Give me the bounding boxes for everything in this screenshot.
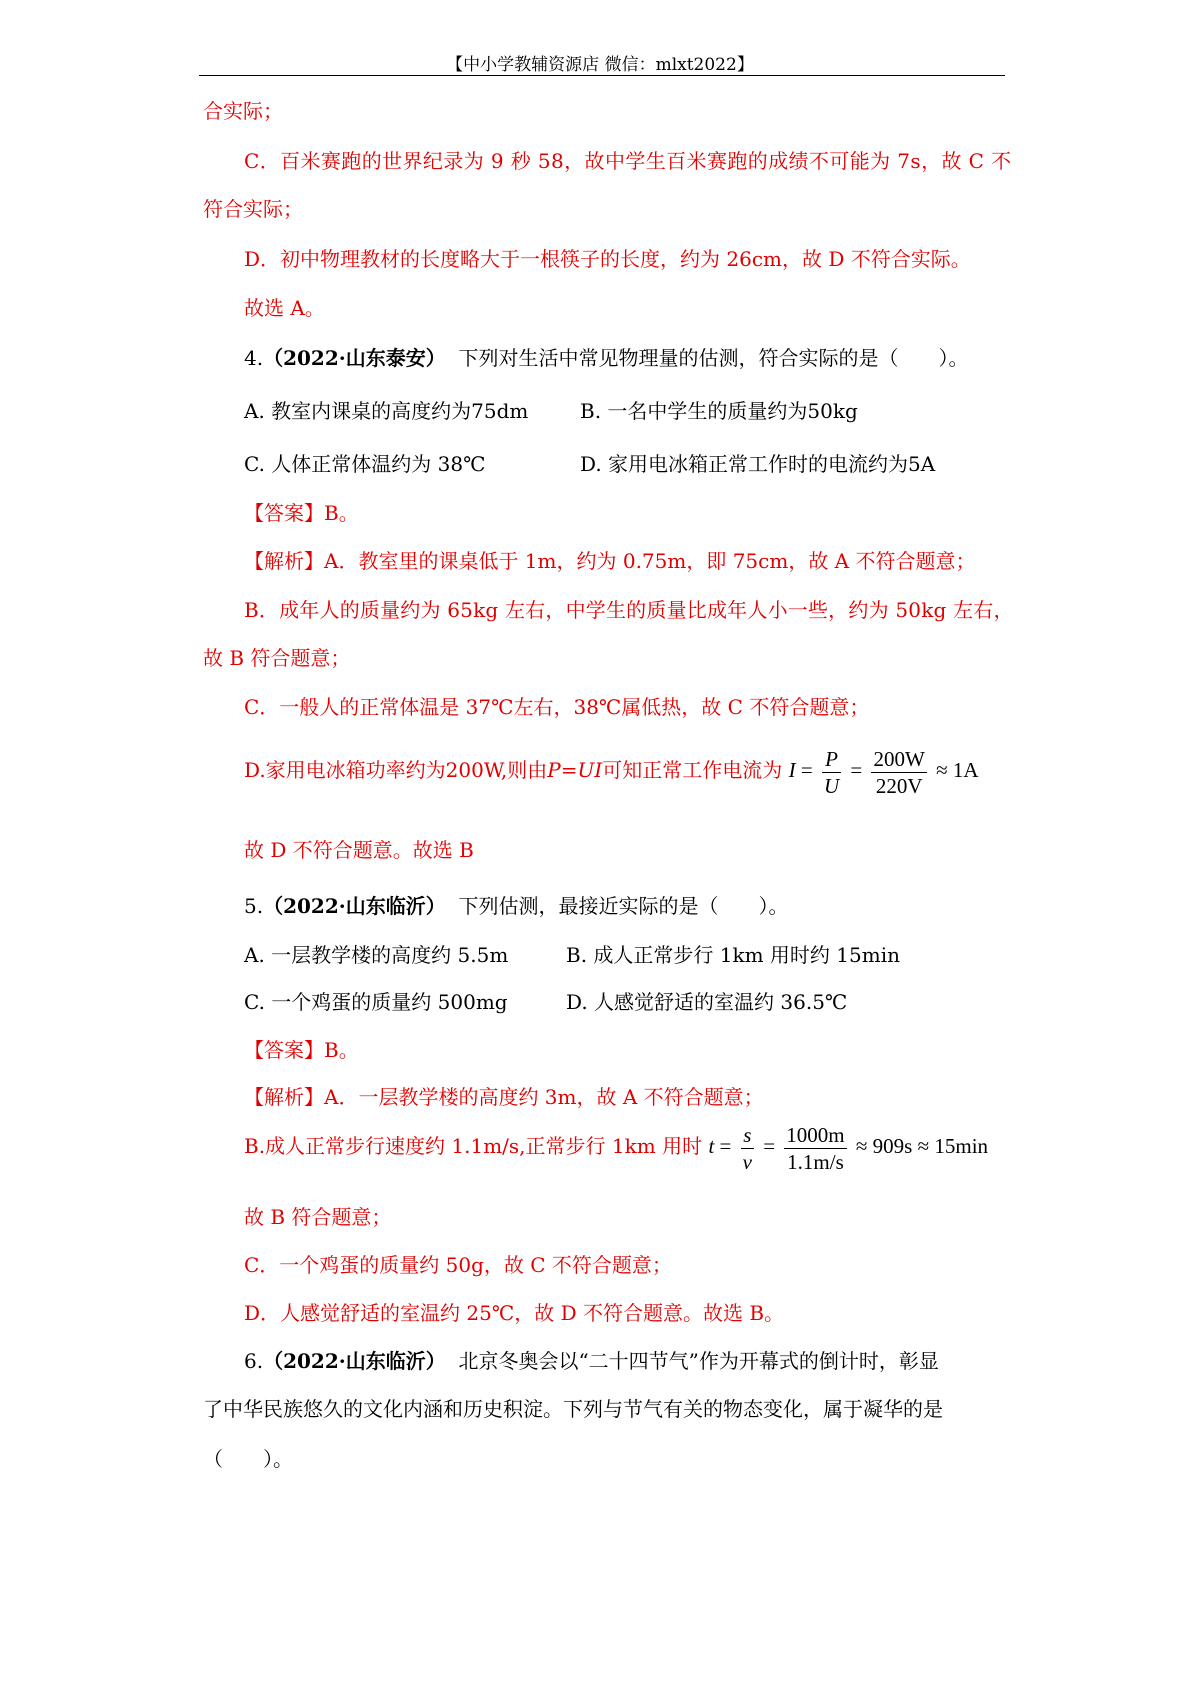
- page-header: 【中小学教辅资源店 微信：mlxt2022】: [446, 55, 754, 75]
- formula-text: 可知正常工作电流为: [602, 758, 783, 782]
- analysis-formula-line: [244, 740, 979, 800]
- option-b: B. 成人正常步行 1km 用时约 15min: [566, 943, 900, 967]
- question-4-stem: [244, 345, 968, 371]
- eq-symbol: =: [719, 1134, 732, 1158]
- denominator: v: [742, 1149, 752, 1174]
- eq-result: ≈ 1A: [936, 758, 979, 782]
- analysis-line: 【解析】A．教室里的课桌低于 1m，约为 0.75m，即 75cm，故 A 不符合题意；: [244, 549, 976, 573]
- option-c: C. 人体正常体温约为 38℃: [244, 452, 486, 476]
- analysis-line: 故 B 符合题意；: [203, 646, 351, 670]
- eq-result: ≈ 909s ≈ 15min: [855, 1134, 989, 1158]
- option-a: A. 一层教学楼的高度约 5.5m: [244, 943, 509, 967]
- formula-text: D.家用电冰箱功率约为200W,则由: [244, 758, 548, 782]
- question-number: 4.: [244, 346, 264, 370]
- question-text: 北京冬奥会以“二十四节气”作为开幕式的倒计时，彰显: [458, 1349, 939, 1373]
- answer: 【答案】B。: [244, 501, 359, 525]
- question-number: 6.: [244, 1349, 264, 1373]
- fraction: [784, 1122, 846, 1175]
- text-line: D．初中物理教材的长度略大于一根筷子的长度，约为 26cm，故 D 不符合实际。: [244, 247, 971, 271]
- text-line: C．百米赛跑的世界纪录为 9 秒 58，故中学生百米赛跑的成绩不可能为 7s，故 C 不: [244, 149, 1012, 173]
- denominator: U: [823, 773, 840, 798]
- eq-symbol: =: [850, 758, 863, 782]
- option-b: B. 一名中学生的质量约为50kg: [580, 399, 858, 423]
- analysis-line: 故 D 不符合题意。故选 B: [244, 838, 474, 862]
- numerator: 200W: [873, 746, 925, 771]
- numerator: 1000m: [786, 1122, 845, 1147]
- text-line: 符合实际；: [203, 197, 303, 221]
- option-d: D. 人感觉舒适的室温约 36.5℃: [566, 990, 848, 1014]
- eq-symbol: I: [788, 758, 796, 782]
- denominator: 220V: [875, 773, 923, 798]
- question-source: （2022·山东泰安）: [263, 346, 446, 370]
- header-rule: [199, 75, 1005, 76]
- question-source: （2022·山东临沂）: [263, 1349, 446, 1373]
- numerator: P: [822, 746, 841, 773]
- analysis-line: D．人感觉舒适的室温约 25℃，故 D 不符合题意。故选 B。: [244, 1301, 785, 1325]
- current-equation: [788, 746, 979, 798]
- question-5-stem: [244, 893, 788, 919]
- fraction: [871, 746, 926, 799]
- question-text: （ ）。: [203, 1447, 293, 1471]
- formula-text: P=UI: [547, 758, 603, 782]
- question-text: 下列估测，最接近实际的是（ ）。: [458, 894, 789, 918]
- fraction: [741, 1122, 754, 1175]
- formula-text: B.成人正常步行速度约 1.1m/s,正常步行 1km 用时: [244, 1134, 703, 1158]
- fraction: [822, 746, 841, 799]
- text-line: 故选 A。: [244, 296, 325, 320]
- question-text: 下列对生活中常见物理量的估测，符合实际的是（ ）。: [458, 346, 969, 370]
- option-c: C. 一个鸡蛋的质量约 500mg: [244, 990, 508, 1014]
- eq-symbol: =: [763, 1134, 776, 1158]
- answer: 【答案】B。: [244, 1038, 359, 1062]
- analysis-formula-line: [244, 1116, 988, 1176]
- text-line: 合实际；: [203, 99, 283, 123]
- question-6-stem: [244, 1348, 939, 1374]
- denominator: 1.1m/s: [787, 1149, 844, 1174]
- analysis-line: C．一个鸡蛋的质量约 50g，故 C 不符合题意；: [244, 1253, 672, 1277]
- time-equation: [708, 1122, 989, 1174]
- option-d: D. 家用电冰箱正常工作时的电流约为5A: [580, 452, 936, 476]
- numerator: s: [741, 1122, 754, 1149]
- question-number: 5.: [244, 894, 264, 918]
- question-text: 了中华民族悠久的文化内涵和历史积淀。下列与节气有关的物态变化，属于凝华的是: [203, 1397, 943, 1421]
- eq-symbol: t: [708, 1134, 715, 1158]
- question-source: （2022·山东临沂）: [263, 894, 446, 918]
- analysis-line: C．一般人的正常体温是 37℃左右，38℃属低热，故 C 不符合题意；: [244, 695, 870, 719]
- eq-symbol: =: [800, 758, 813, 782]
- analysis-line: 【解析】A．一层教学楼的高度约 3m，故 A 不符合题意；: [244, 1085, 764, 1109]
- option-a: A. 教室内课桌的高度约为75dm: [244, 399, 529, 423]
- analysis-line: 故 B 符合题意；: [244, 1205, 392, 1229]
- analysis-line: B．成年人的质量约为 65kg 左右，中学生的质量比成年人小一些，约为 50kg 左右，: [244, 598, 1014, 622]
